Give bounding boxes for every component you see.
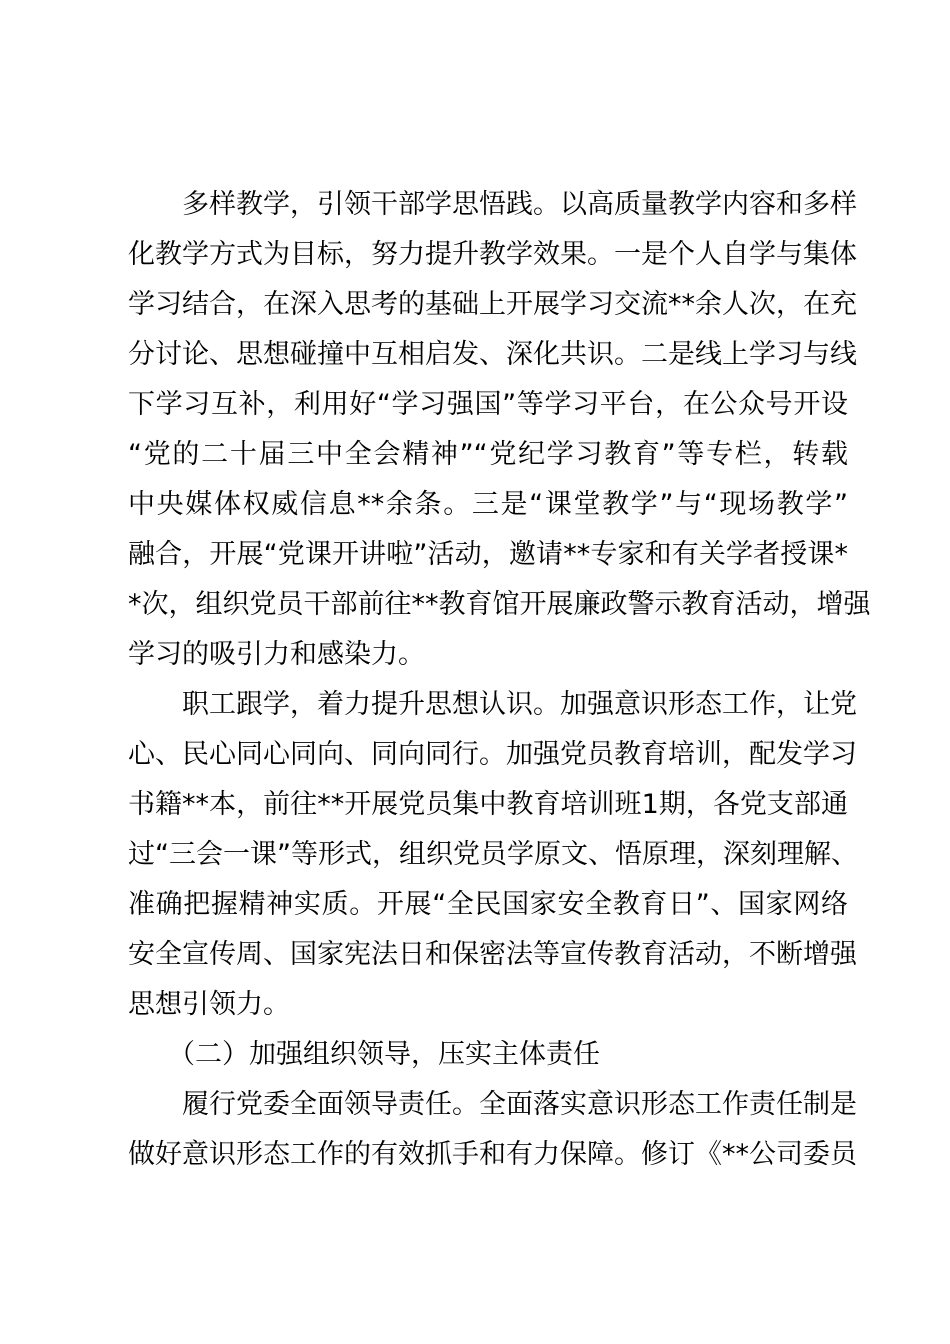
paragraph-line: 融合，开展“党课开讲啦”活动，邀请**专家和有关学者授课* bbox=[128, 539, 848, 570]
paragraph-line: 分讨论、思想碰撞中互相启发、深化共识。二是线上学习与线 bbox=[128, 339, 857, 370]
paragraph-diverse-teaching bbox=[128, 180, 871, 680]
paragraph-line: 准确把握精神实质。开展“全民国家安全教育日”、国家网络 bbox=[128, 889, 848, 920]
paragraph-line: 过“三会一课”等形式，组织党员学原文、悟原理，深刻理解、 bbox=[128, 839, 858, 870]
section-heading: （二）加强组织领导，压实主体责任 bbox=[168, 1039, 600, 1070]
paragraph-party-leadership bbox=[128, 1080, 857, 1180]
paragraph-line: 思想引领力。 bbox=[128, 989, 290, 1020]
paragraph-line: 履行党委全面领导责任。全面落实意识形态工作责任制是 bbox=[182, 1089, 857, 1120]
paragraph-line: 学习的吸引力和感染力。 bbox=[128, 639, 425, 670]
paragraph-line: 多样教学，引领干部学思悟践。以高质量教学内容和多样 bbox=[182, 189, 857, 220]
paragraph-line: 做好意识形态工作的有效抓手和有力保障。修订《**公司委员 bbox=[128, 1139, 857, 1170]
paragraph-line: 心、民心同心同向、同向同行。加强党员教育培训，配发学习 bbox=[128, 739, 857, 770]
paragraph-line: 书籍**本，前往**开展党员集中教育培训班1期，各党支部通 bbox=[128, 789, 848, 820]
document-body bbox=[128, 180, 871, 1180]
paragraph-line: 安全宣传周、国家宪法日和保密法等宣传教育活动，不断增强 bbox=[128, 939, 857, 970]
paragraph-line: 化教学方式为目标，努力提升教学效果。一是个人自学与集体 bbox=[128, 239, 857, 270]
paragraph-line: 下学习互补，利用好“学习强国”等学习平台，在公众号开设 bbox=[128, 389, 848, 420]
paragraph-line: 职工跟学，着力提升思想认识。加强意识形态工作，让党 bbox=[182, 689, 857, 720]
paragraph-line: “党的二十届三中全会精神”“党纪学习教育”等专栏，转载 bbox=[128, 439, 848, 470]
paragraph-line: *次，组织党员干部前往**教育馆开展廉政警示教育活动，增强 bbox=[128, 589, 871, 620]
paragraph-line: 中央媒体权威信息**余条。三是“课堂教学”与“现场教学” bbox=[128, 489, 848, 520]
paragraph-staff-learning bbox=[128, 680, 858, 1030]
paragraph-line: 学习结合，在深入思考的基础上开展学习交流**余人次，在充 bbox=[128, 289, 857, 320]
